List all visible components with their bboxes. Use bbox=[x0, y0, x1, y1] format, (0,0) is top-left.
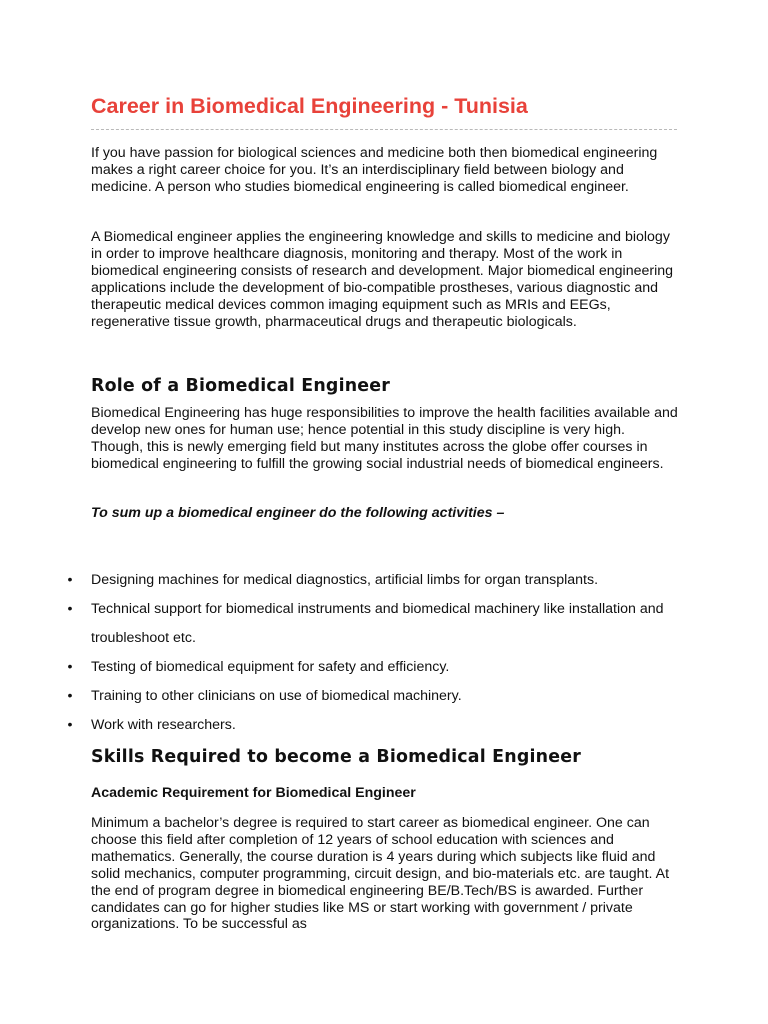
bullet-icon: • bbox=[67, 659, 73, 676]
list-item bbox=[63, 711, 683, 740]
list-item bbox=[63, 682, 683, 711]
title-divider bbox=[91, 129, 677, 130]
activities-list bbox=[63, 566, 683, 741]
page-title: Career in Biomedical Engineering - Tunisia bbox=[91, 94, 528, 118]
list-item bbox=[63, 653, 683, 682]
skills-heading: Skills Required to become a Biomedical Engineer bbox=[91, 747, 581, 767]
activity-text: Designing machines for medical diagnostics, artificial limbs for organ transplants. bbox=[91, 572, 599, 588]
academic-subheading: Academic Requirement for Biomedical Engineer bbox=[91, 785, 416, 801]
intro-paragraph-1: If you have passion for biological sciences and medicine both then biomedical engineering makes a right career choice for you. It’s an interdisciplinary field between biology and medicine. A person who studies biomedical engineering is called biomedical engineer. bbox=[91, 145, 658, 195]
activities-intro: To sum up a biomedical engineer do the following activities – bbox=[91, 505, 505, 521]
activity-text: Technical support for biomedical instruments and biomedical machinery like installation and troubleshoot etc. bbox=[91, 601, 664, 647]
list-item bbox=[63, 566, 683, 595]
list-item bbox=[63, 595, 683, 653]
bullet-icon: • bbox=[67, 688, 73, 705]
activity-text: Training to other clinicians on use of biomedical machinery. bbox=[91, 688, 462, 705]
role-paragraph: Biomedical Engineering has huge responsibilities to improve the health facilities available and develop new ones for human use; hence potential in this study discipline is very high. Though, this is newly emerging field but many institutes across the globe offer courses in biomedical engineering to fulfill the growing social industrial needs of biomedical engineers. bbox=[91, 405, 678, 472]
bullet-icon: • bbox=[67, 601, 73, 618]
academic-paragraph: Minimum a bachelor’s degree is required to start career as biomedical engineer. One can choose this field after completion of 12 years of school education with sciences and mathematics. Generally, the course duration is 4 years during which subjects like fluid and solid mechanics, computer programming, circuit design, and bio-materials etc. are taught. At the end of program degree in biomedical engineering BE/B.Tech/BS is awarded. Further candidates can go for higher studies like MS or start working with government / private organizations. To be successful as bbox=[91, 815, 670, 933]
role-heading: Role of a Biomedical Engineer bbox=[91, 376, 391, 396]
intro-paragraph-2: A Biomedical engineer applies the engineering knowledge and skills to medicine and biology in order to improve healthcare diagnosis, monitoring and therapy. Most of the work in biomedical engineering consists of research and development. Major biomedical engineering applications include the development of bio-compatible prostheses, various diagnostic and therapeutic medical devices common imaging equipment such as MRIs and EEGs, regenerative tissue growth, pharmaceutical drugs and therapeutic biologicals. bbox=[91, 229, 674, 330]
bullet-icon: • bbox=[67, 717, 73, 734]
activity-text: Work with researchers. bbox=[91, 717, 236, 734]
activity-text: Testing of biomedical equipment for safety and efficiency. bbox=[91, 659, 450, 676]
bullet-icon: • bbox=[67, 572, 73, 588]
